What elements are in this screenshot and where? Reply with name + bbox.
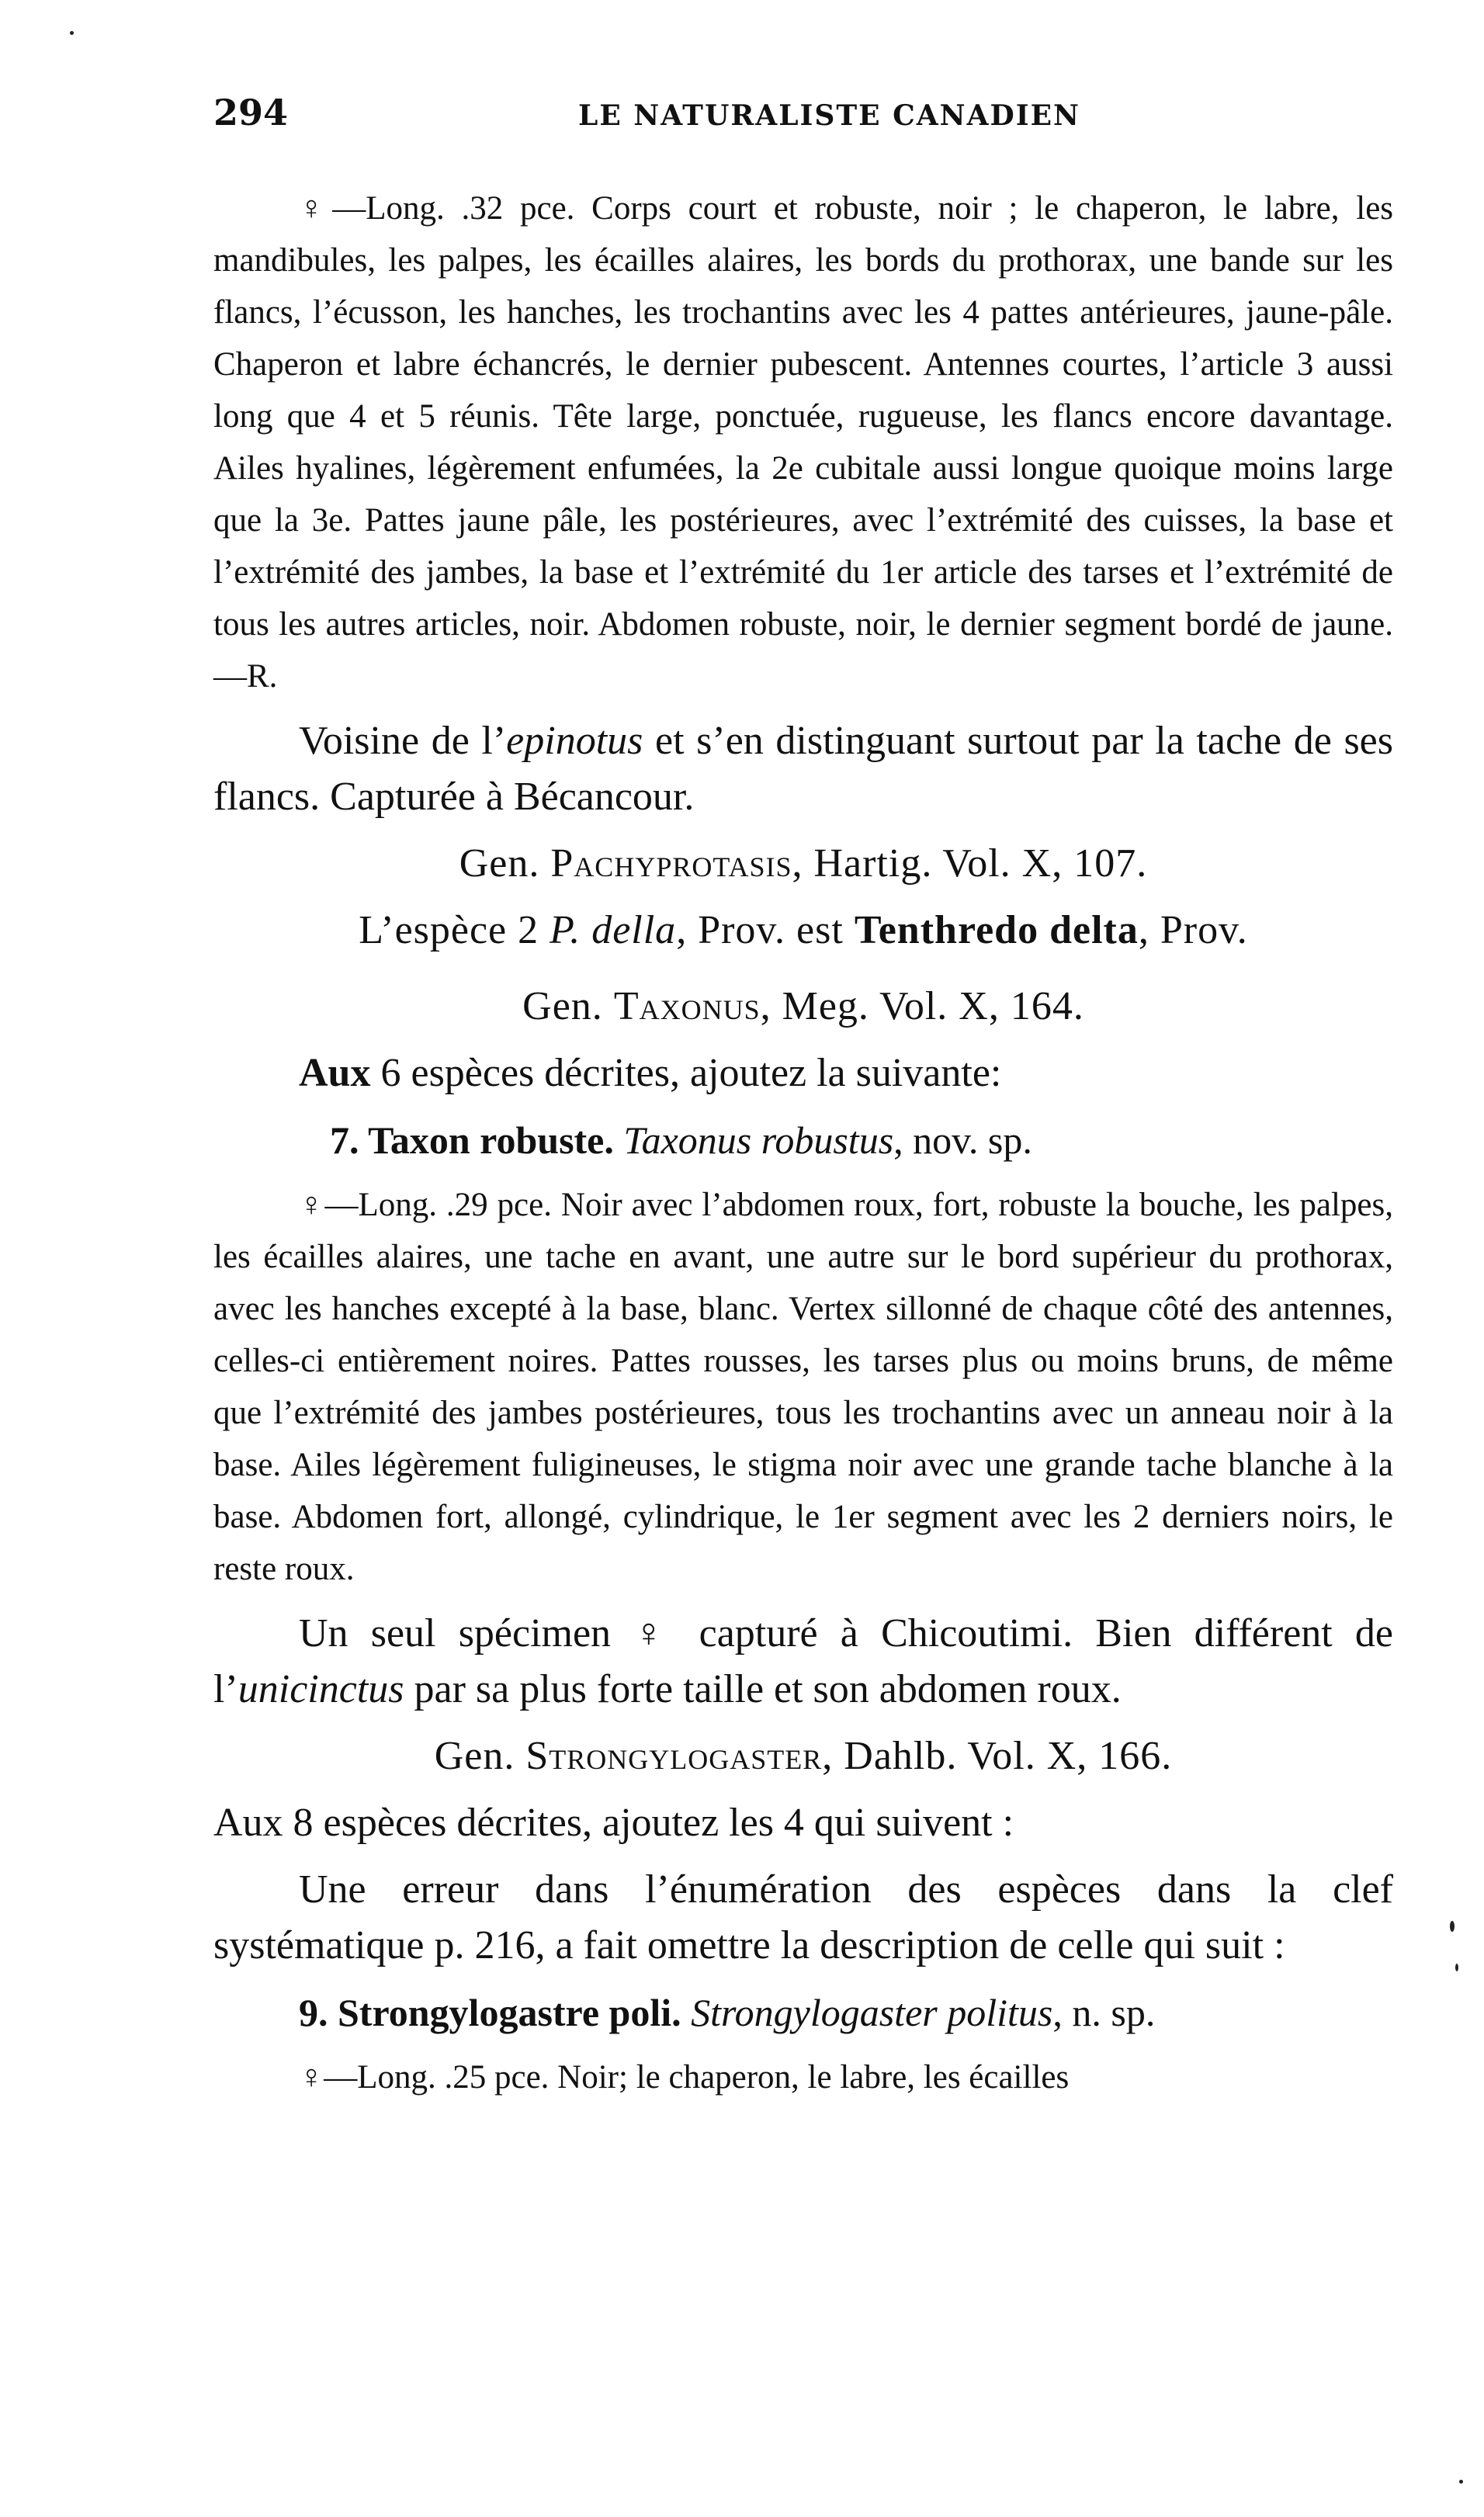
species-common-name: 7. Taxon robuste.	[330, 1118, 614, 1162]
description-paragraph-3	[213, 2051, 1393, 2103]
species-name-italic: unicinctus	[238, 1667, 404, 1711]
species-heading-9: 9. Strongylogastre poli. Strongylogaster politus, n. sp.	[299, 1991, 1156, 2034]
running-title: LE NATURALISTE CANADIEN	[578, 99, 1080, 132]
genus-name: Strongylogaster	[525, 1734, 823, 1778]
page-header	[213, 92, 1378, 154]
scan-speck	[1450, 1921, 1455, 1932]
genus-heading-pachyprotasis: Gen. Pachyprotasis, Hartig. Vol. X, 107.	[459, 841, 1148, 886]
species-latin-name: Strongylogaster politus	[691, 1991, 1053, 2034]
species-latin-name: Taxonus robustus	[623, 1118, 894, 1162]
female-symbol: ♀	[299, 2059, 324, 2096]
genus-name: Taxonus	[613, 984, 761, 1028]
description-text: —Long. .32 pce. Corps court et robuste, noir ; le chaperon, le labre, les mandibules, les palpes, les écailles alaires, les bords du prothorax, une bande sur les flancs, l’écusson, les hanches, les trochantins avec les 4 pattes antérieures, jaune-pâle. Chaperon et labre échancrés, le dernier pubescent. Antennes courtes, l’article 3 aussi long que 4 et 5 réunis. Tête large, ponctuée, rugueuse, les flancs encore davantage. Ailes hyalines, légèrement enfumées, la 2e cubitale aussi longue quoique moins large que la 3e. Pattes jaune pâle, les postérieures, avec l’extrémité des cuisses, la base et l’extrémité des jambes, la base et l’extrémité du 1er article des tarses et l’extrémité de tous les autres articles, noir. Abdomen robuste, noir, le dernier segment bordé de jaune.—R.	[213, 190, 1394, 695]
page-number: 294	[213, 92, 289, 133]
addition-note-strongylogaster: Aux 8 espèces décrites, ajoutez les 4 qui suivent :	[213, 1801, 1014, 1845]
description-text: —Long. .29 pce. Noir avec l’abdomen roux, fort, robuste la bouche, les palpes, les écailles alaires, une tache en avant, une autre sur le bord supérieur du prothorax, avec les hanches excepté à la base, blanc. Vertex sillonné de chaque côté des antennes, celles-ci entièrement noires. Pattes rousses, les tarses plus ou moins bruns, de même que l’extrémité des jambes postérieures, tous les trochantins avec un anneau noir à la base. Ailes légèrement fuligineuses, le stigma noir avec une grande tache blanche à la base. Abdomen fort, allongé, cylindrique, le 1er segment avec les 2 derniers noirs, le reste roux.	[213, 1187, 1394, 1587]
scan-speck	[1455, 1964, 1458, 1971]
addition-note-taxonus: Aux 6 espèces décrites, ajoutez la suivante:	[299, 1051, 1002, 1095]
female-symbol: ♀	[299, 1187, 325, 1223]
scan-speck	[70, 31, 74, 35]
species-name-bold: Tenthredo delta	[854, 908, 1139, 952]
description-text: —Long. .25 pce. Noir; le chaperon, le labre, les écailles	[324, 2059, 1070, 2096]
species-common-name: 9. Strongylogastre poli.	[299, 1991, 681, 2034]
description-paragraph-2	[213, 1179, 1393, 1595]
genus-name: Pachyprotasis	[550, 841, 792, 886]
genus-heading-taxonus: Gen. Taxonus, Meg. Vol. X, 164.	[522, 984, 1084, 1028]
species-heading-7: 7. Taxon robuste. Taxonus robustus, nov. sp.	[330, 1118, 1032, 1162]
genus-heading-strongylogaster: Gen. Strongylogaster, Dahlb. Vol. X, 166.	[434, 1734, 1173, 1778]
body-text	[213, 182, 1393, 2103]
scan-speck	[1459, 2480, 1463, 2484]
synonymy-note: L’espèce 2 P. della, Prov. est Tenthredo delta, Prov.	[359, 908, 1248, 952]
female-symbol: ♀	[299, 190, 333, 227]
remark-paragraph-1: Voisine de l’epinotus et s’en distinguant surtout par la tache de ses flancs. Capturée à Bécancour.	[213, 719, 1393, 819]
description-paragraph-1	[213, 182, 1393, 702]
remark-paragraph-2: Un seul spécimen ♀ capturé à Chicoutimi. Bien différent de l’unicinctus par sa plus forte taille et son abdomen roux.	[213, 1611, 1393, 1711]
species-name-italic: epinotus	[506, 719, 643, 763]
erratum-paragraph: Une erreur dans l’énumération des espèces dans la clef systématique p. 216, a fait omettre la description de celle qui suit :	[213, 1867, 1393, 1967]
